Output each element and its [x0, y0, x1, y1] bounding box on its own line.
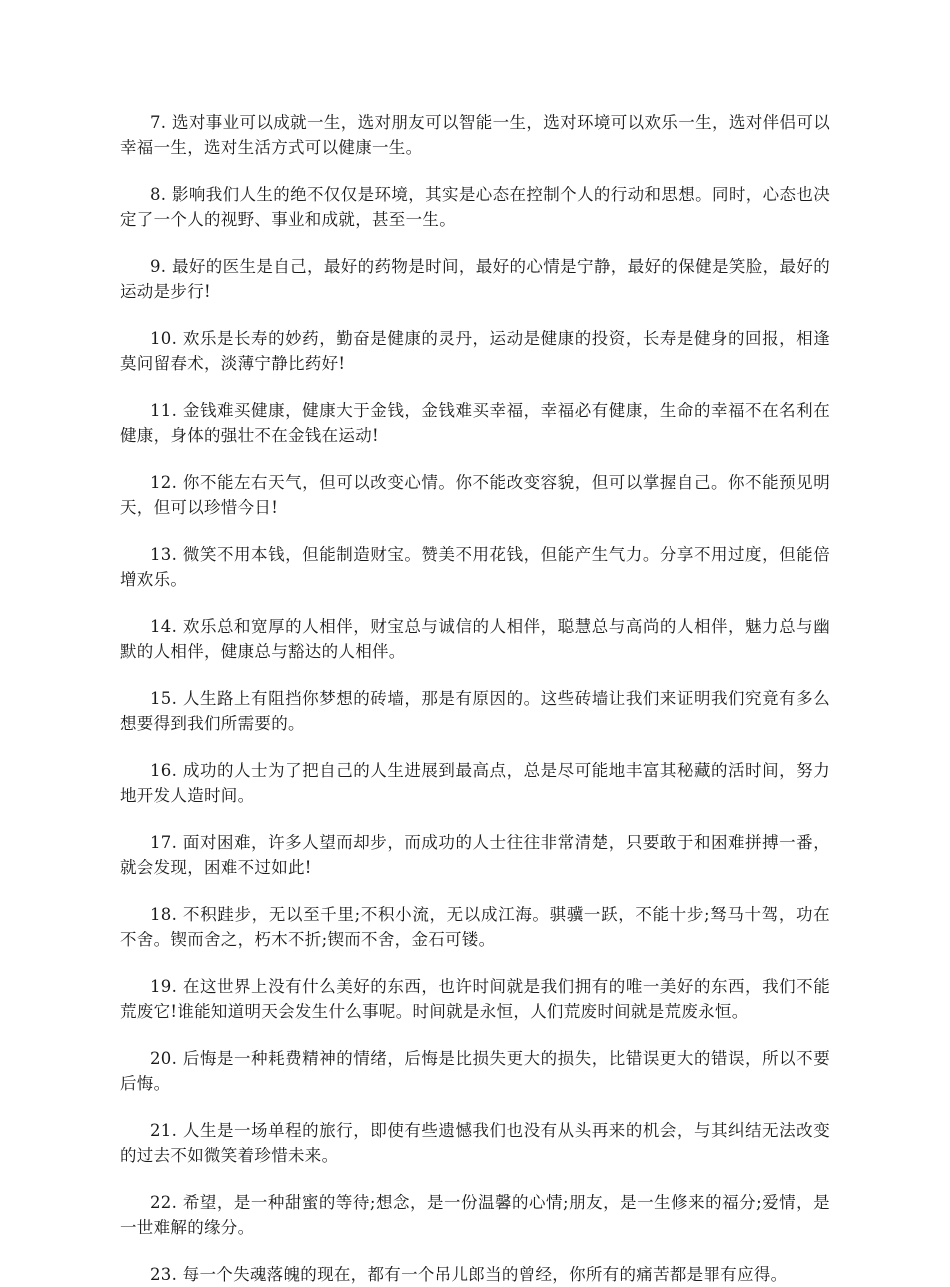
- paragraph-23: 23. 每一个失魂落魄的现在，都有一个吊儿郎当的曾经，你所有的痛苦都是罪有应得。: [150, 1265, 788, 1284]
- paragraph-9: 9. 最好的医生是自己，最好的药物是时间，最好的心情是宁静，最好的保健是笑脸，最好的运动是步行!: [120, 257, 830, 301]
- paragraph-10: 10. 欢乐是长寿的妙药，勤奋是健康的灵丹，运动是健康的投资，长寿是健身的回报，相逢莫问留春术，淡薄宁静比药好!: [120, 329, 830, 373]
- paragraph-12: 12. 你不能左右天气，但可以改变心情。你不能改变容貌，但可以掌握自己。你不能预见明天，但可以珍惜今日!: [120, 473, 830, 517]
- paragraph-8: 8. 影响我们人生的绝不仅仅是环境，其实是心态在控制个人的行动和思想。同时，心态也决定了一个人的视野、事业和成就，甚至一生。: [120, 185, 830, 229]
- paragraph-13: 13. 微笑不用本钱，但能制造财宝。赞美不用花钱，但能产生气力。分享不用过度，但能倍增欢乐。: [120, 545, 830, 589]
- paragraph-19: 19. 在这世界上没有什么美好的东西，也许时间就是我们拥有的唯一美好的东西，我们不能荒废它!谁能知道明天会发生什么事呢。时间就是永恒，人们荒废时间就是荒废永恒。: [120, 977, 830, 1021]
- paragraph-22: 22. 希望，是一种甜蜜的等待;想念，是一份温馨的心情;朋友，是一生修来的福分;爱情，是一世难解的缘分。: [120, 1193, 830, 1237]
- paragraph-16: 16. 成功的人士为了把自己的人生进展到最高点，总是尽可能地丰富其秘藏的活时间，努力地开发人造时间。: [120, 761, 830, 805]
- paragraph-14: 14. 欢乐总和宽厚的人相伴，财宝总与诚信的人相伴，聪慧总与高尚的人相伴，魅力总与幽默的人相伴，健康总与豁达的人相伴。: [120, 617, 830, 661]
- paragraph-15: 15. 人生路上有阻挡你梦想的砖墙，那是有原因的。这些砖墙让我们来证明我们究竟有多么想要得到我们所需要的。: [120, 689, 830, 733]
- paragraph-7: 7. 选对事业可以成就一生，选对朋友可以智能一生，选对环境可以欢乐一生，选对伴侣可以幸福一生，选对生活方式可以健康一生。: [120, 113, 830, 157]
- paragraph-17: 17. 面对困难，许多人望而却步，而成功的人士往往非常清楚，只要敢于和困难拼搏一番，就会发现，困难不过如此!: [120, 833, 830, 877]
- paragraph-11: 11. 金钱难买健康，健康大于金钱，金钱难买幸福，幸福必有健康，生命的幸福不在名利在健康，身体的强壮不在金钱在运动!: [120, 401, 830, 445]
- paragraph-21: 21. 人生是一场单程的旅行，即使有些遗憾我们也没有从头再来的机会，与其纠结无法改变的过去不如微笑着珍惜未来。: [120, 1121, 830, 1165]
- paragraph-20: 20. 后悔是一种耗费精神的情绪，后悔是比损失更大的损失，比错误更大的错误，所以不要后悔。: [120, 1049, 830, 1093]
- paragraph-18: 18. 不积跬步，无以至千里;不积小流，无以成江海。骐骥一跃，不能十步;驽马十驾，功在不舍。锲而舍之，朽木不折;锲而不舍，金石可镂。: [120, 905, 830, 949]
